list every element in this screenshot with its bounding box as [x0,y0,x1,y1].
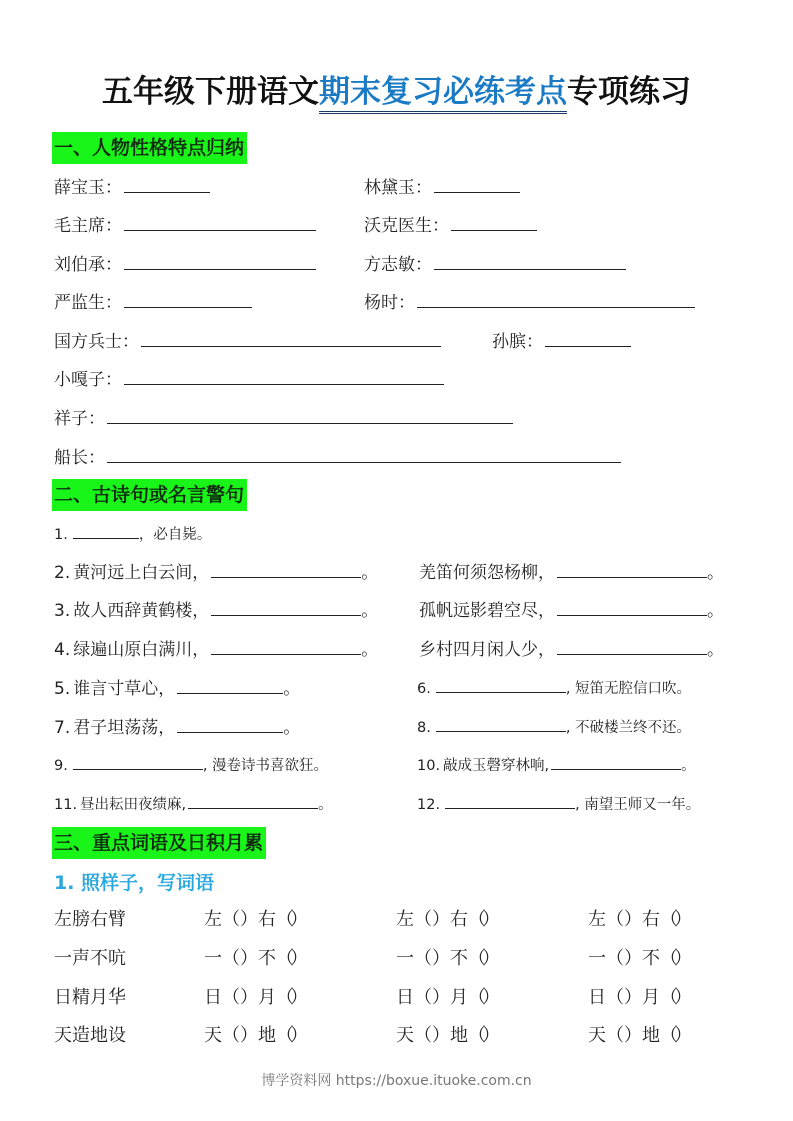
pattern-part-b: ）右（ [624,909,678,930]
pattern-part-c: ） [674,987,692,1008]
title-prefix: 五年级下册语文 [102,74,319,110]
example-word: 一声不吭 [54,948,126,969]
answer-blank[interactable] [107,407,513,424]
pattern-part-a: 天（ [396,1025,432,1046]
answer-blank[interactable] [188,794,318,809]
word-pattern-blank[interactable] [204,1024,308,1048]
poem-number: 6. [417,681,431,697]
pattern-part-a: 左（ [396,909,432,930]
poem-given-line: 羌笛何须怨杨柳， [419,563,555,583]
pattern-part-b: ）月（ [240,987,294,1008]
character-item [54,214,316,237]
poem-given-line: 绿遍山原白满川， [73,640,210,660]
poem-item [54,600,378,622]
example-word: 日精月华 [54,987,126,1008]
character-name: 薛宝玉： [54,178,122,198]
character-item [54,253,316,276]
poem-item [417,794,700,816]
character-item [54,291,252,314]
character-name: 国方兵士： [54,332,139,352]
word-pattern-blank[interactable] [204,908,308,932]
answer-blank[interactable] [177,679,283,694]
character-name: 祥子： [54,409,105,429]
pattern-part-a: 日（ [588,987,624,1008]
poem-tail: , 短笛无腔信口吹。 [565,681,692,697]
poem-item [417,755,696,777]
pattern-part-c: ） [290,948,308,969]
pattern-part-a: 一（ [396,948,432,969]
poem-number: 3. [54,601,71,621]
answer-blank[interactable] [177,718,283,733]
poem-item [54,678,300,700]
answer-blank[interactable] [211,640,361,655]
poem-tail: 。 [283,679,301,699]
pattern-part-c: ） [482,987,500,1008]
pattern-part-c: ） [674,948,692,969]
poem-tail: 。 [681,758,696,774]
word-pattern-blank[interactable] [204,947,308,971]
poem-given-line: 孤帆远影碧空尽， [419,601,555,621]
pattern-part-c: ） [674,909,692,930]
answer-blank[interactable] [124,253,316,270]
section-heading-vocabulary: 三、重点词语及日积月累 [52,827,266,859]
answer-blank[interactable] [107,446,621,463]
poem-number: 12. [417,797,441,813]
answer-blank[interactable] [445,794,575,809]
character-name: 船长： [54,448,105,468]
title-highlight: 期末复习必练考点 [319,74,567,114]
poem-tail: ，必自毙。 [138,527,212,543]
pattern-part-b: ）月（ [624,987,678,1008]
answer-blank[interactable] [211,601,361,616]
poem-given-line: 乡村四月闲人少， [419,640,555,660]
poem-tail: 。 [707,601,724,621]
pattern-part-c: ） [290,987,308,1008]
word-pattern-blank[interactable] [204,986,308,1010]
answer-blank[interactable] [451,214,537,231]
character-item [364,253,626,276]
pattern-part-a: 一（ [588,948,624,969]
poem-given-line: 敲成玉磬穿林响, [443,758,550,774]
answer-blank[interactable] [436,717,566,732]
poem-tail: , 不破楼兰终不还。 [565,720,692,736]
poem-item [416,562,724,584]
poem-tail: 。 [361,563,379,583]
pattern-part-c: ） [482,1025,500,1046]
poem-tail: 。 [707,563,724,583]
character-name: 小嘎子： [54,370,122,390]
poem-given-line: 君子坦荡荡， [73,718,176,738]
poem-tail: 。 [283,718,301,738]
word-pattern-blank[interactable] [396,947,500,971]
character-name: 沃克医生： [364,216,449,236]
pattern-part-b: ）月（ [432,987,486,1008]
answer-blank[interactable] [557,640,707,655]
footer-watermark: 博学资料网 https://boxue.ituoke.com.cn [261,1073,532,1089]
pattern-part-c: ） [482,909,500,930]
poem-tail: 。 [361,601,379,621]
word-pattern-blank[interactable] [396,1024,500,1048]
poem-tail: 。 [318,797,333,813]
character-item [492,330,631,353]
answer-blank[interactable] [124,176,210,193]
answer-blank[interactable] [434,253,626,270]
character-item [54,407,513,430]
answer-blank[interactable] [434,176,520,193]
character-name: 林黛玉： [364,178,432,198]
character-item [54,368,444,391]
poem-number: 9. [54,758,68,774]
example-word: 左膀右臂 [54,909,126,930]
character-item [364,176,520,199]
word-pattern-blank[interactable] [588,1024,692,1048]
word-pattern-blank[interactable] [396,986,500,1010]
poem-item [54,524,211,546]
character-name: 严监生： [54,293,122,313]
character-name: 刘伯承： [54,255,122,275]
example-word: 天造地设 [54,1025,126,1046]
answer-blank[interactable] [211,563,361,578]
poem-tail: , 南望王师又一年。 [575,797,701,813]
poem-number: 1. [54,527,68,543]
poem-item [417,678,691,700]
poem-number: 4. [54,640,71,660]
poem-given-line: 谁言寸草心， [73,679,176,699]
pattern-part-b: ）右（ [432,909,486,930]
character-name: 方志敏： [364,255,432,275]
poem-tail: 。 [361,640,379,660]
pattern-part-a: 天（ [204,1025,240,1046]
pattern-part-b: ）不（ [432,948,486,969]
answer-blank[interactable] [73,524,139,539]
pattern-part-c: ） [290,1025,308,1046]
pattern-part-b: ）地（ [240,1025,294,1046]
poem-item [417,717,691,739]
title-suffix: 专项练习 [567,74,691,110]
character-item [54,176,210,199]
subsection-heading: 1. 照样子，写词语 [54,872,215,894]
character-item [54,330,441,353]
poem-number: 10. [417,758,441,774]
poem-item [54,562,378,584]
pattern-part-b: ）不（ [624,948,678,969]
answer-blank[interactable] [73,755,203,770]
poem-number: 5. [54,679,71,699]
pattern-part-c: ） [482,948,500,969]
pattern-part-a: 日（ [396,987,432,1008]
poem-number: 8. [417,720,431,736]
poem-item [54,755,328,777]
poem-given-line: 昼出耘田夜绩麻, [80,797,187,813]
poem-given-line: 故人西辞黄鹤楼， [73,601,210,621]
pattern-part-a: 左（ [588,909,624,930]
page-title [0,66,793,111]
character-item [364,214,537,237]
poem-number: 2. [54,563,71,583]
character-item [54,446,621,469]
poem-tail: , 漫卷诗书喜欲狂。 [202,758,329,774]
word-pattern-blank[interactable] [588,986,692,1010]
answer-blank[interactable] [417,291,695,308]
word-pattern-blank[interactable] [588,947,692,971]
pattern-part-b: ）地（ [624,1025,678,1046]
pattern-part-a: 左（ [204,909,240,930]
answer-blank[interactable] [124,214,316,231]
pattern-part-a: 日（ [204,987,240,1008]
poem-number: 7. [54,718,71,738]
character-name: 杨时： [364,293,415,313]
pattern-part-c: ） [674,1025,692,1046]
poem-item [416,600,724,622]
character-name: 毛主席： [54,216,122,236]
pattern-part-b: ）右（ [240,909,294,930]
answer-blank[interactable] [557,563,707,578]
pattern-part-a: 天（ [588,1025,624,1046]
answer-blank[interactable] [557,601,707,616]
poem-tail: 。 [707,640,724,660]
answer-blank[interactable] [436,678,566,693]
pattern-part-c: ） [290,909,308,930]
pattern-part-a: 一（ [204,948,240,969]
section-heading-characters: 一、人物性格特点归纳 [52,132,247,164]
pattern-part-b: ）不（ [240,948,294,969]
poem-number: 11. [54,797,78,813]
poem-item [54,794,333,816]
answer-blank[interactable] [124,368,444,385]
character-item [364,291,695,314]
section-heading-poems: 二、古诗句或名言警句 [52,479,247,511]
poem-item [416,639,724,661]
answer-blank[interactable] [141,330,441,347]
pattern-part-b: ）地（ [432,1025,486,1046]
word-pattern-blank[interactable] [588,908,692,932]
answer-blank[interactable] [551,755,681,770]
word-pattern-blank[interactable] [396,908,500,932]
poem-given-line: 黄河远上白云间， [73,563,210,583]
answer-blank[interactable] [124,291,252,308]
character-name: 孙膑： [492,332,543,352]
poem-item [54,717,300,739]
answer-blank[interactable] [545,330,631,347]
poem-item [54,639,378,661]
